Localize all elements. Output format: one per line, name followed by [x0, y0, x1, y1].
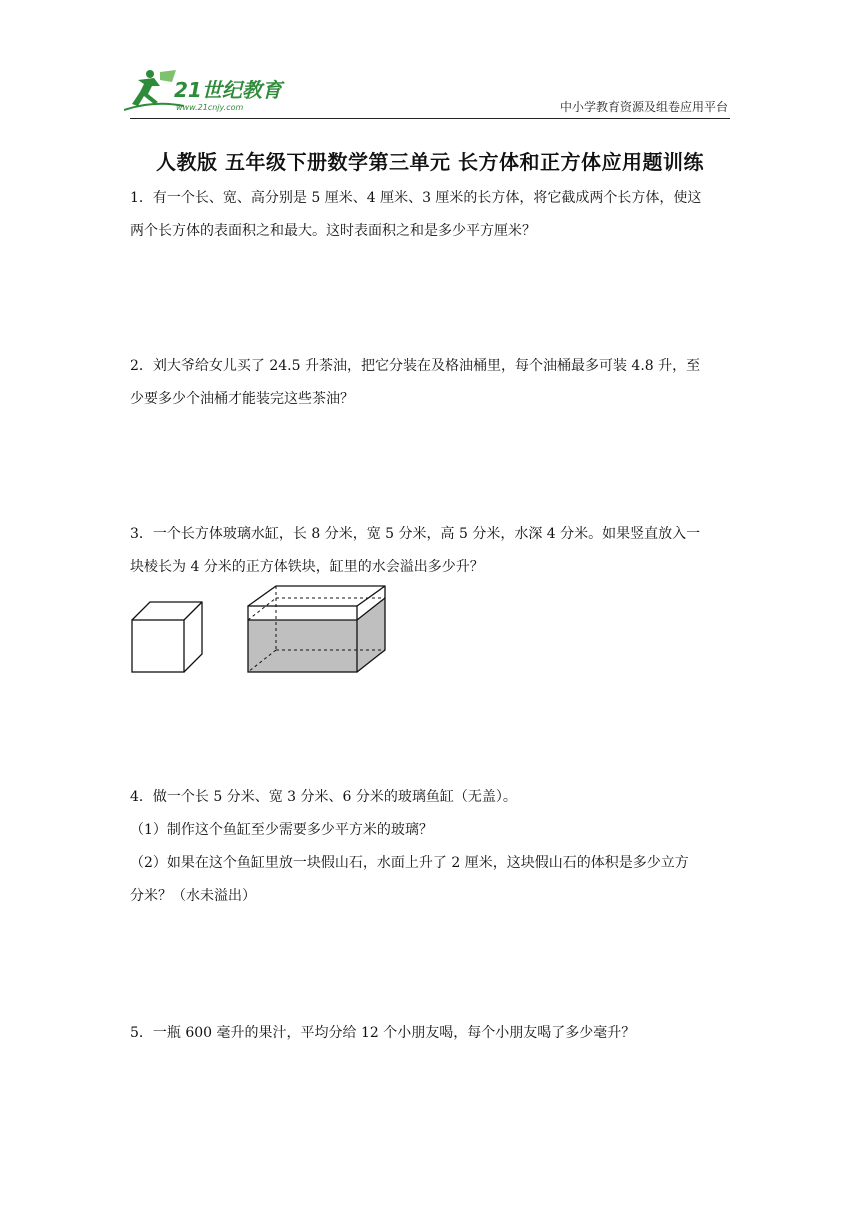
question-line: 少要多少个油桶才能装完这些茶油？ [130, 391, 354, 407]
question-line: （1）制作这个鱼缸至少需要多少平方米的玻璃？ [130, 822, 433, 838]
logo-21cnjy [124, 66, 294, 114]
logo-url: www.21cnjy.com [176, 103, 244, 112]
question-line: 1．有一个长、宽、高分别是 5 厘米、4 厘米、3 厘米的长方体，将它截成两个长方体，使这 [130, 190, 702, 206]
question-1 [130, 182, 730, 248]
question-line: 4．做一个长 5 分米、宽 3 分米、6 分米的玻璃鱼缸（无盖）。 [130, 789, 517, 805]
question-2 [130, 350, 730, 416]
logo-text: 21世纪教育 [174, 78, 282, 102]
question-4 [130, 781, 730, 913]
question-line: 5．一瓶 600 毫升的果汁，平均分给 12 个小朋友喝，每个小朋友喝了多少毫升？ [130, 1025, 636, 1041]
header-divider [130, 118, 730, 119]
page-title: 人教版 五年级下册数学第三单元 长方体和正方体应用题训练 [156, 150, 704, 174]
glass-tank-drawing [248, 586, 385, 672]
question-5 [130, 1017, 730, 1050]
page-header [0, 0, 860, 130]
question-line: 3．一个长方体玻璃水缸，长 8 分米，宽 5 分米，高 5 分米，水深 4 分米。如果竖直放入一 [130, 526, 701, 542]
question-line: 2．刘大爷给女儿买了 24.5 升茶油，把它分装在及格油桶里，每个油桶最多可装 4.8 升，至 [130, 358, 701, 374]
question-line: 块棱长为 4 分米的正方体铁块，缸里的水会溢出多少升？ [130, 559, 484, 575]
question-line: （2）如果在这个鱼缸里放一块假山石，水面上升了 2 厘米，这块假山石的体积是多少立方 [130, 855, 689, 871]
iron-cube-drawing [132, 602, 202, 672]
question-line: 两个长方体的表面积之和最大。这时表面积之和是多少平方厘米？ [130, 223, 536, 239]
question-line: 分米？（水未溢出） [130, 888, 256, 904]
question-3 [130, 518, 730, 584]
header-platform-text: 中小学教育资源及组卷应用平台 [559, 100, 728, 114]
question-3-figure [126, 584, 396, 680]
